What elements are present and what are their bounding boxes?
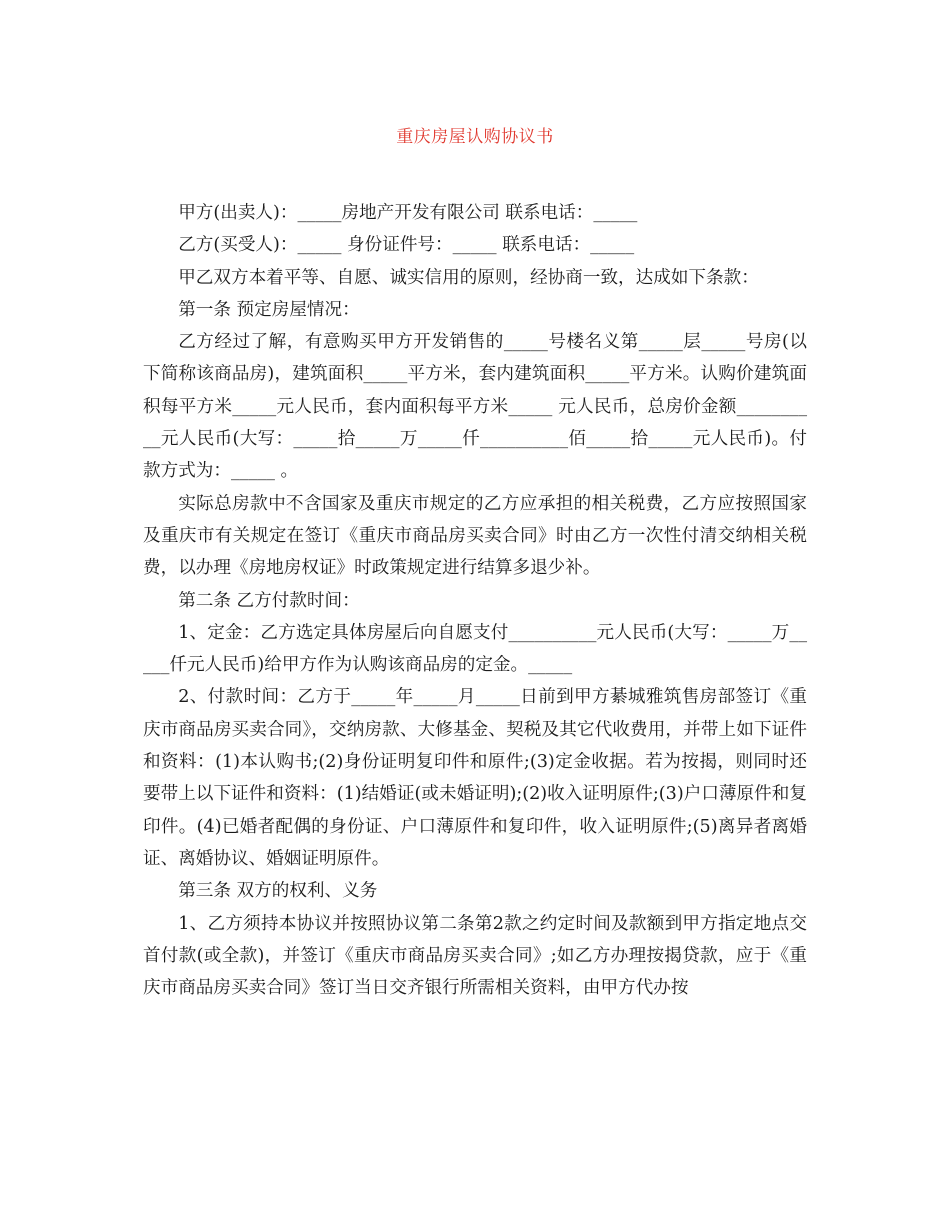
paragraph-preamble: 甲乙双方本着平等、自愿、诚实信用的原则，经协商一致，达成如下条款：: [178, 267, 759, 288]
paragraph-party-b: 乙方(买受人)：_____ 身份证件号：_____ 联系电话：_____: [178, 235, 635, 256]
article-2-heading: 第二条 乙方付款时间：: [178, 590, 360, 611]
paragraph-payment-time: 2、付款时间：乙方于_____年_____月_____日前到甲方綦城雅筑售房部签订《重庆市商品房买卖合同》，交纳房款、大修基金、契税及其它代收费用，并带上如下证件和资料：(1)本认购书;(2)身份证明复印件和原件;(3)定金收据。若为按揭，则同时还要带上以下证件和资料：(1)结婚证(或未婚证明);(2)收入证明原件;(3)户口薄原件和复印件。(4)已婚者配偶的身份证、户口薄原件和复印件，收入证明原件;(5)离异者离婚证、离婚协议、婚姻证明原件。: [143, 687, 807, 869]
paragraph-deposit: 1、定金：乙方选定具体房屋后向自愿支付__________元人民币(大写：_____万_____仟元人民币)给甲方作为认购该商品房的定金。_____: [143, 622, 807, 676]
paragraph-house-details: 乙方经过了解，有意购买甲方开发销售的_____号楼名义第_____层_____号房(以下简称该商品房)，建筑面积_____平方米，套内建筑面积_____平方米。认购价建筑面积每平方米_____元人民币，套内面积每平方米_____ 元人民币，总房价金额__________元人民币(大写：_____拾_____万_____仟__________佰_____拾_____元人民币)。付款方式为：_____ 。: [143, 332, 807, 482]
paragraph-taxes: 实际总房款中不含国家及重庆市规定的乙方应承担的相关税费，乙方应按照国家及重庆市有关规定在签订《重庆市商品房买卖合同》时由乙方一次性付清交纳相关税费，以办理《房地房权证》时政策规定进行结算多退少补。: [143, 493, 807, 579]
article-3-heading: 第三条 双方的权利、义务: [178, 881, 378, 902]
paragraph-rights-obligations: 1、乙方须持本协议并按照协议第二条第2款之约定时间及款额到甲方指定地点交首付款(或全款)，并签订《重庆市商品房买卖合同》;如乙方办理按揭贷款，应于《重庆市商品房买卖合同》签订当日交齐银行所需相关资料，由甲方代办按: [143, 913, 807, 999]
document-body: [143, 197, 807, 1004]
article-1-heading: 第一条 预定房屋情况：: [178, 299, 360, 320]
document-title: 重庆房屋认购协议书: [396, 127, 554, 147]
paragraph-party-a: 甲方(出卖人)：_____房地产开发有限公司 联系电话：_____: [178, 203, 638, 223]
